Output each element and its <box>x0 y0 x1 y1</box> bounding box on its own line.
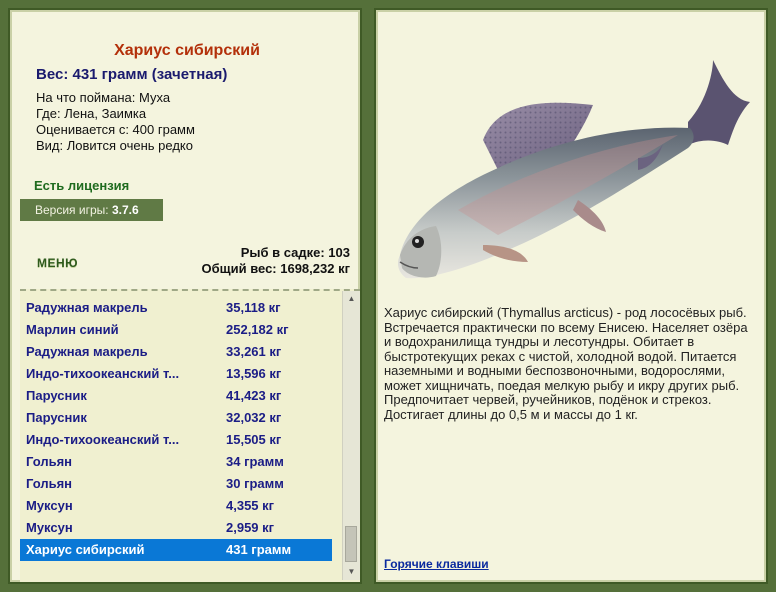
menu-button[interactable]: МЕНЮ <box>37 256 79 270</box>
catch-fish-name: Индо-тихоокеанский т... <box>26 432 180 447</box>
catch-fish-weight: 4,355 кг <box>226 498 275 513</box>
fish-description-panel <box>374 8 768 584</box>
catch-fish-weight: 30 грамм <box>226 476 284 491</box>
catch-fish-name: Индо-тихоокеанский т... <box>26 366 180 381</box>
catch-fish-name: Муксун <box>26 520 73 535</box>
catch-fish-name: Хариус сибирский <box>26 542 145 557</box>
bait-info: На что поймана: Муха <box>36 90 171 105</box>
hotkeys-link[interactable]: Горячие клавиши <box>384 557 489 571</box>
fish-description: Хариус сибирский (Thymallus arcticus) - род лососёвых рыб. Встречается практически по всему Енисею. Населяет озёра и водохранилища тундры и лесотундры. Обитает в быстротекущих реках с чистой, холодной водой. Питается наземными и водными беспозвоночными, водорослями, может хищничать, поедая мелкую рыбу и икру других рыб. Предпочитает червей, ручейников, подёнок и стрекоз. Достигает длины до 0,5 м и массы до 1 кг. <box>384 305 748 422</box>
catch-fish-name: Гольян <box>26 454 73 469</box>
game-version-badge <box>20 199 163 221</box>
scrollbar-thumb[interactable] <box>345 526 357 562</box>
catch-list-row[interactable] <box>20 297 332 319</box>
license-status: Есть лицензия <box>34 178 130 193</box>
catch-fish-name: Парусник <box>26 388 87 403</box>
catch-list-row[interactable] <box>20 341 332 363</box>
catch-fish-weight: 13,596 кг <box>226 366 282 381</box>
catch-fish-name: Парусник <box>26 410 87 425</box>
location-info: Где: Лена, Заимка <box>36 106 147 121</box>
catch-fish-weight: 252,182 кг <box>226 322 289 337</box>
rarity-info: Вид: Ловится очень редко <box>36 138 193 153</box>
grayling-fish-image <box>388 40 758 300</box>
catch-fish-weight: 35,118 кг <box>226 300 281 315</box>
catch-list-row[interactable] <box>20 517 332 539</box>
catch-list-row[interactable] <box>20 407 332 429</box>
cage-stats <box>201 245 350 277</box>
catch-fish-weight: 2,959 кг <box>226 520 275 535</box>
catch-fish-weight: 34 грамм <box>226 454 284 469</box>
catch-fish-weight: 32,032 кг <box>226 410 282 425</box>
catch-fish-weight: 33,261 кг <box>226 344 282 359</box>
cage-fish-count: Рыб в садке: 103 <box>240 245 350 260</box>
catch-list-scrollbar[interactable] <box>342 291 360 580</box>
version-number: 3.7.6 <box>111 203 139 217</box>
fish-title: Хариус сибирский <box>114 42 260 59</box>
catch-list-row[interactable] <box>20 451 332 473</box>
scroll-up-arrow-icon[interactable]: ▲ <box>347 294 356 303</box>
catch-fish-name: Радужная макрель <box>26 344 148 359</box>
catch-fish-weight: 15,505 кг <box>226 432 282 447</box>
fish-weight: Вес: 431 грамм (зачетная) <box>36 66 228 83</box>
catch-list <box>20 297 332 561</box>
fish-info-panel <box>8 8 362 584</box>
catch-fish-weight: 41,423 кг <box>226 388 282 403</box>
version-label: Версия игры: <box>35 203 112 217</box>
cage-total-weight: Общий вес: 1698,232 кг <box>201 261 350 276</box>
catch-fish-weight: 431 грамм <box>226 542 292 557</box>
catch-list-row[interactable] <box>20 385 332 407</box>
catch-list-row[interactable] <box>20 495 332 517</box>
catch-list-row[interactable] <box>20 539 332 561</box>
catch-fish-name: Марлин синий <box>26 322 119 337</box>
catch-list-row[interactable] <box>20 429 332 451</box>
catch-list-container <box>20 289 360 582</box>
catch-fish-name: Муксун <box>26 498 73 513</box>
scroll-down-arrow-icon[interactable]: ▼ <box>347 567 356 576</box>
value-threshold-info: Оценивается с: 400 грамм <box>36 122 195 137</box>
catch-fish-name: Радужная макрель <box>26 300 148 315</box>
catch-list-row[interactable] <box>20 473 332 495</box>
catch-fish-name: Гольян <box>26 476 73 491</box>
catch-list-row[interactable] <box>20 363 332 385</box>
catch-list-row[interactable] <box>20 319 332 341</box>
